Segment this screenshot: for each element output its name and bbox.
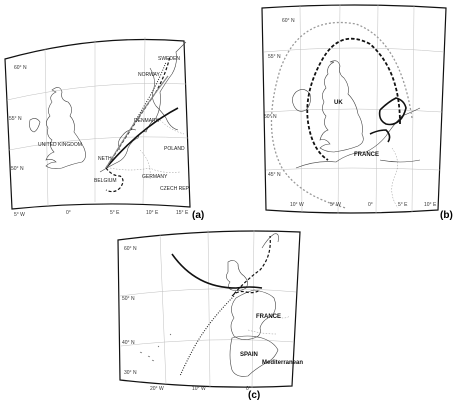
- lon-label: 10° E: [146, 210, 159, 216]
- lon-label: 15° E: [176, 210, 189, 216]
- country-label: FRANCE: [354, 152, 379, 158]
- lon-label: 5° W: [330, 202, 341, 208]
- country-label: NETH.: [98, 156, 113, 162]
- lat-label: 55° N: [9, 116, 22, 122]
- panel-label-c: (c): [248, 390, 261, 401]
- map-panel-b: [262, 4, 453, 221]
- country-label: UNITED KINGDOM: [38, 142, 82, 148]
- lon-label: 10° W: [192, 386, 206, 392]
- country-label: Mediterranean: [262, 360, 304, 366]
- map-panel-c: [118, 230, 303, 401]
- country-label: NORWAY: [138, 72, 160, 78]
- country-label: UK: [334, 100, 343, 106]
- country-label: BELGIUM: [94, 178, 117, 184]
- lon-label: 10° W: [290, 202, 304, 208]
- lat-label: 60° N: [282, 18, 295, 24]
- country-label: DENMARK: [134, 118, 160, 124]
- lon-label: 5° W: [14, 212, 25, 218]
- country-label: GERMANY: [142, 174, 168, 180]
- lat-label: 60° N: [14, 65, 27, 71]
- panel-label-a: (a): [192, 210, 205, 221]
- lon-label: 0°: [368, 202, 373, 208]
- lon-label: 0°: [246, 386, 251, 392]
- lat-label: 55° N: [268, 54, 281, 60]
- lat-label: 50° N: [11, 166, 24, 172]
- lat-label: 50° N: [122, 296, 135, 302]
- lon-label: 5° E: [398, 202, 408, 208]
- lat-label: 40° N: [122, 340, 135, 346]
- lat-label: 45° N: [268, 172, 281, 178]
- lon-label: 10° E: [424, 202, 437, 208]
- country-label: POLAND: [164, 146, 185, 152]
- country-label: SPAIN: [240, 352, 258, 358]
- country-label: FRANCE: [256, 314, 281, 320]
- lat-label: 50° N: [264, 114, 277, 120]
- panel-label-b: (b): [440, 210, 453, 221]
- lon-label: 0°: [66, 210, 71, 216]
- lon-label: 20° W: [150, 386, 164, 392]
- country-label: SWEDEN: [158, 56, 180, 62]
- lat-label: 60° N: [124, 246, 137, 252]
- map-panel-a: [5, 37, 204, 221]
- country-label: CZECH REP: [160, 186, 189, 192]
- lat-label: 30° N: [124, 370, 137, 376]
- lon-label: 5° E: [110, 210, 120, 216]
